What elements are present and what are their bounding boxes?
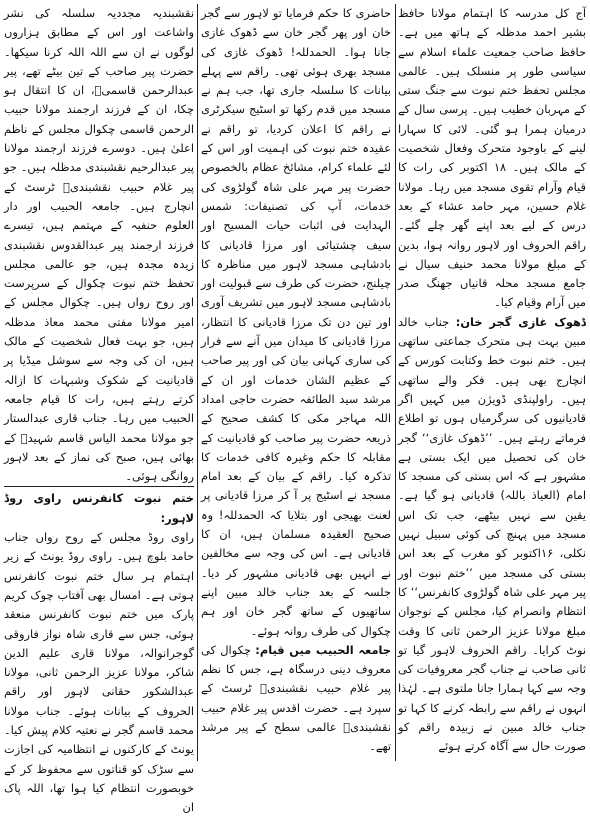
paragraph: راوی روڈ مجلس کے روح رواں جناب حامد بلوچ ہیں۔ راوی روڈ یونٹ کے زیر اہتمام ہر سال ختم نبوت کانفرنس ہوتی ہے۔ امسال بھی آفتاب چوک کریم پارک میں ختم نبوت کانفرنس منعقد ہوئی، جس سے قاری شاہ نواز فاروقی گوجرانوالہ، مولانا قاری علیم الدین شاکر، مولانا عزیز الرحمن ثانی، مولانا عبدالشکور حقانی لاہور اور راقم الحروف کے بیانات ہوئے۔ جناب مولانا محمد قاسم گجر نے نعتیہ کلام پیش کیا۔ یونٹ کے کارکنوں نے انتظامیہ کی اجازت سے سڑک کو قناتوں سے محفوظ کر کے خوبصورت انتظام کیا ہوا تھا، اللہ پاک ان <box>4 530 194 815</box>
paragraph-text: چکوال کی معروف دینی درسگاہ ہے، جس کا نظم پیر غلام حبیب نقشبندیؒ ٹرسٹ کے سپرد ہے۔ حضرت اقدس پیر غلام حبیب نقشبندیؒ عالمی سطح کے پیر مرشد تھے۔ <box>201 642 391 754</box>
paragraph <box>201 641 391 757</box>
article-column-middle <box>201 4 391 761</box>
article-column-left <box>4 4 194 815</box>
paragraph: حاضری کا حکم فرمایا تو لاہور سے گجر خان اور پھر گجر خان سے ڈھوک غازی جانا ہوا۔ الحمدللہ! ڈھوک غازی کی مسجد بھری ہوئی تھی۔ راقم سے پہلے بیانات کا سلسلہ جاری تھا، جب ہم نے مسجد میں قدم رکھا تو اسٹیج سیکرٹری نے راقم کا اعلان کردیا، تو راقم نے عقیدہ ختم نبوت کی اہمیت اور اس کے لئے علماء کرام، مشائخ عظام بالخصوص حضرت پیر مہر علی شاہ گولڑوی کی خدمات، آپ کی تصنیفات: شمس الہدایت فی اثبات حیات المسیح اور سیف چشتیائی اور مرزا قادیانی کا بادشاہی مسجد لاہور میں مناظرہ کا چیلنج، حضرت کی طرف سے قبولیت اور بادشاہی مسجد لاہور میں تشریف آوری اور تین دن تک مرزا قادیانی کا انتظار، مرزا قادیانی کا میدان میں آنے سے فرار کی ساری کہانی بیان کی اور پیر صاحب کے عظیم الشان خدمات اور ان کے مرشد سید الطائفہ حضرت حاجی امداد اللہ مہاجر مکی کا کشف صحیح کے ذریعہ حضرت پیر صاحب کو قادیانیت کے مقابلہ کا حکم وغیرہ کافی خدمات کا تذکرہ کیا۔ راقم کے بیان کے بعد امام مسجد نے اسٹیج پر آ کر مرزا قادیانی پر لعنت بھیجی اور بتلایا کہ الحمدللہ! وہ صحیح العقیدہ مسلمان ہیں، ان کا قادیانی ہے۔ اس کی وجہ سے مخالفین نے انہیں بھی قادیانی مشہور کر دیا۔ جلسہ کے بعد جناب خالد مبین اپنے ساتھیوں کے ساتھ گجر خان اور ہم چکوال کی طرف روانہ ہوئے۔ <box>201 6 391 638</box>
paragraph <box>398 313 586 757</box>
section-heading: ڈھوک غازی گجر خان: <box>455 314 586 329</box>
paragraph-text: جناب خالد مبین بہت ہی متحرک جماعتی ساتھی ہیں۔ ختم نبوت خط وکتابت کورس کے انچارج بھی ہیں۔ فکر والے ساتھی ہیں۔ راولپنڈی ڈویژن میں کہیں اگر قادیانیوں کی سرگرمیاں ہوں تو اطلاع فرماتے رہتے ہیں۔ ’’ڈھوک غازی‘‘ گجر خان کی تحصیل میں ایک بستی ہے مشہور ہے کہ اس بستی کی مسجد کا امام (العیاذ باللہ) قادیانی ہو گیا ہے۔ یقین سے نہیں بیٹھے، جب تک اس مسجد میں پہنچ کی کوئی سبیل نہیں نکلی، ۱۶اکتوبر کو مغرب کے بعد اس بستی کی مسجد میں ’’ختم نبوت اور پیر مہر علی شاہ گولڑوی کانفرنس‘‘ کا انتظام وانصرام کیا، مجلس کے نوجوان مبلغ مولانا عزیز الرحمن ثانی کا وقت نوٹ کرایا۔ راقم الحروف لاہور گیا تو ثانی صاحب نے جناب گجر معروفیات کی وجہ سے کہا ہمارا جانا ملتوی ہے۔ لہٰذا انہوں نے راقم سے رابطہ کرنے کا کہا تو جناب خالد مبین نے زبیدہ راقم کو صورت حال سے آگاہ کرتے ہوئے <box>398 314 586 754</box>
paragraph: آج کل مدرسہ کا اہتمام مولانا حافظ بشیر احمد مدظلہ کے ہاتھ میں ہے۔ حافظ صاحب جمعیت علماء اسلام سے سیاسی طور پر منسلک ہیں۔ عالمی مجلس تحفظ ختم نبوت سے جنگ ستی کے مہربان خطیب ہیں۔ پرسی سال کے درمیان ہمرا ہو گئی۔ لائی کا سہارا لینے کے باوجود متحرک وفعال شخصیت کے مالک ہیں۔ ۱۸ اکتوبر کی رات کا قیام وآرام تقوی مسجد میں رہا۔ مولانا غلام حسین، مہر حامد عشاء کے بعد درس کے لیے بعد اپنے گھر چلے گئے۔ راقم الحروف اور لاہور روانہ ہوا، بدین کے مبلغ مولانا محمد حنیف سیال نے جامع مسجد محلہ قانیاں جھنگ صدر میں آرام وقیام کیا۔ <box>398 6 587 310</box>
paragraph: نقشبندیہ مجددیہ سلسلہ کی نشر واشاعت اور اس کے مطابق ہزاروں لوگوں نے ان سے اللہ اللہ کرنا سیکھا۔ حضرت پیر صاحب کے تین بیٹے تھے، پیر عبدالرحمن قاسمیؒ، ان کا انتقال ہو چکا، ان کے فرزند ارجمند مولانا حبیب الرحمن قاسمی چکوال مجلس کے ناظم اعلیٰ ہیں۔ دوسرے فرزند ارجمند مولانا پیر عبدالرحیم نقشبندی مدظلہ ہیں۔ جو پیر غلام حبیب نقشبندیؒ ٹرسٹ کے انچارج ہیں۔ جامعہ الحبیب اور دار العلوم حنفیہ کے مہتمم ہیں، تیسرے فرزند ارجمند پیر عبدالقدوس نقشبندی زیدہ مجدہ ہیں، جو عالمی مجلس تحفظ ختم نبوت چکوال کے سرپرست اور روح رواں ہیں۔ چکوال مجلس کے امیر مولانا مفتی محمد معاذ مدظلہ ہیں، جو بہت فعال شخصیت کے مالک ہیں، ان کی وجہ سے سوشل میڈیا پر قادیانیت کے شکوک وشبہات کا ازالہ کرتے رہتے ہیں، رات کا قیام جامعہ الحبیب میں رہا۔ جناب قاری عبدالستار جو مولانا محمد الیاس قاسم شہیدؒ کے بھائی ہیں، صبح کی نماز کے بعد لاہور روانگی ہوئی۔ <box>4 6 194 484</box>
section-heading: جامعہ الحبیب میں قیام: <box>255 642 392 657</box>
section-heading: ختم نبوت کانفرنس راوی روڈ لاہور: <box>4 486 194 528</box>
column-divider <box>395 4 396 761</box>
article-column-right <box>398 4 586 761</box>
column-divider <box>197 4 198 761</box>
